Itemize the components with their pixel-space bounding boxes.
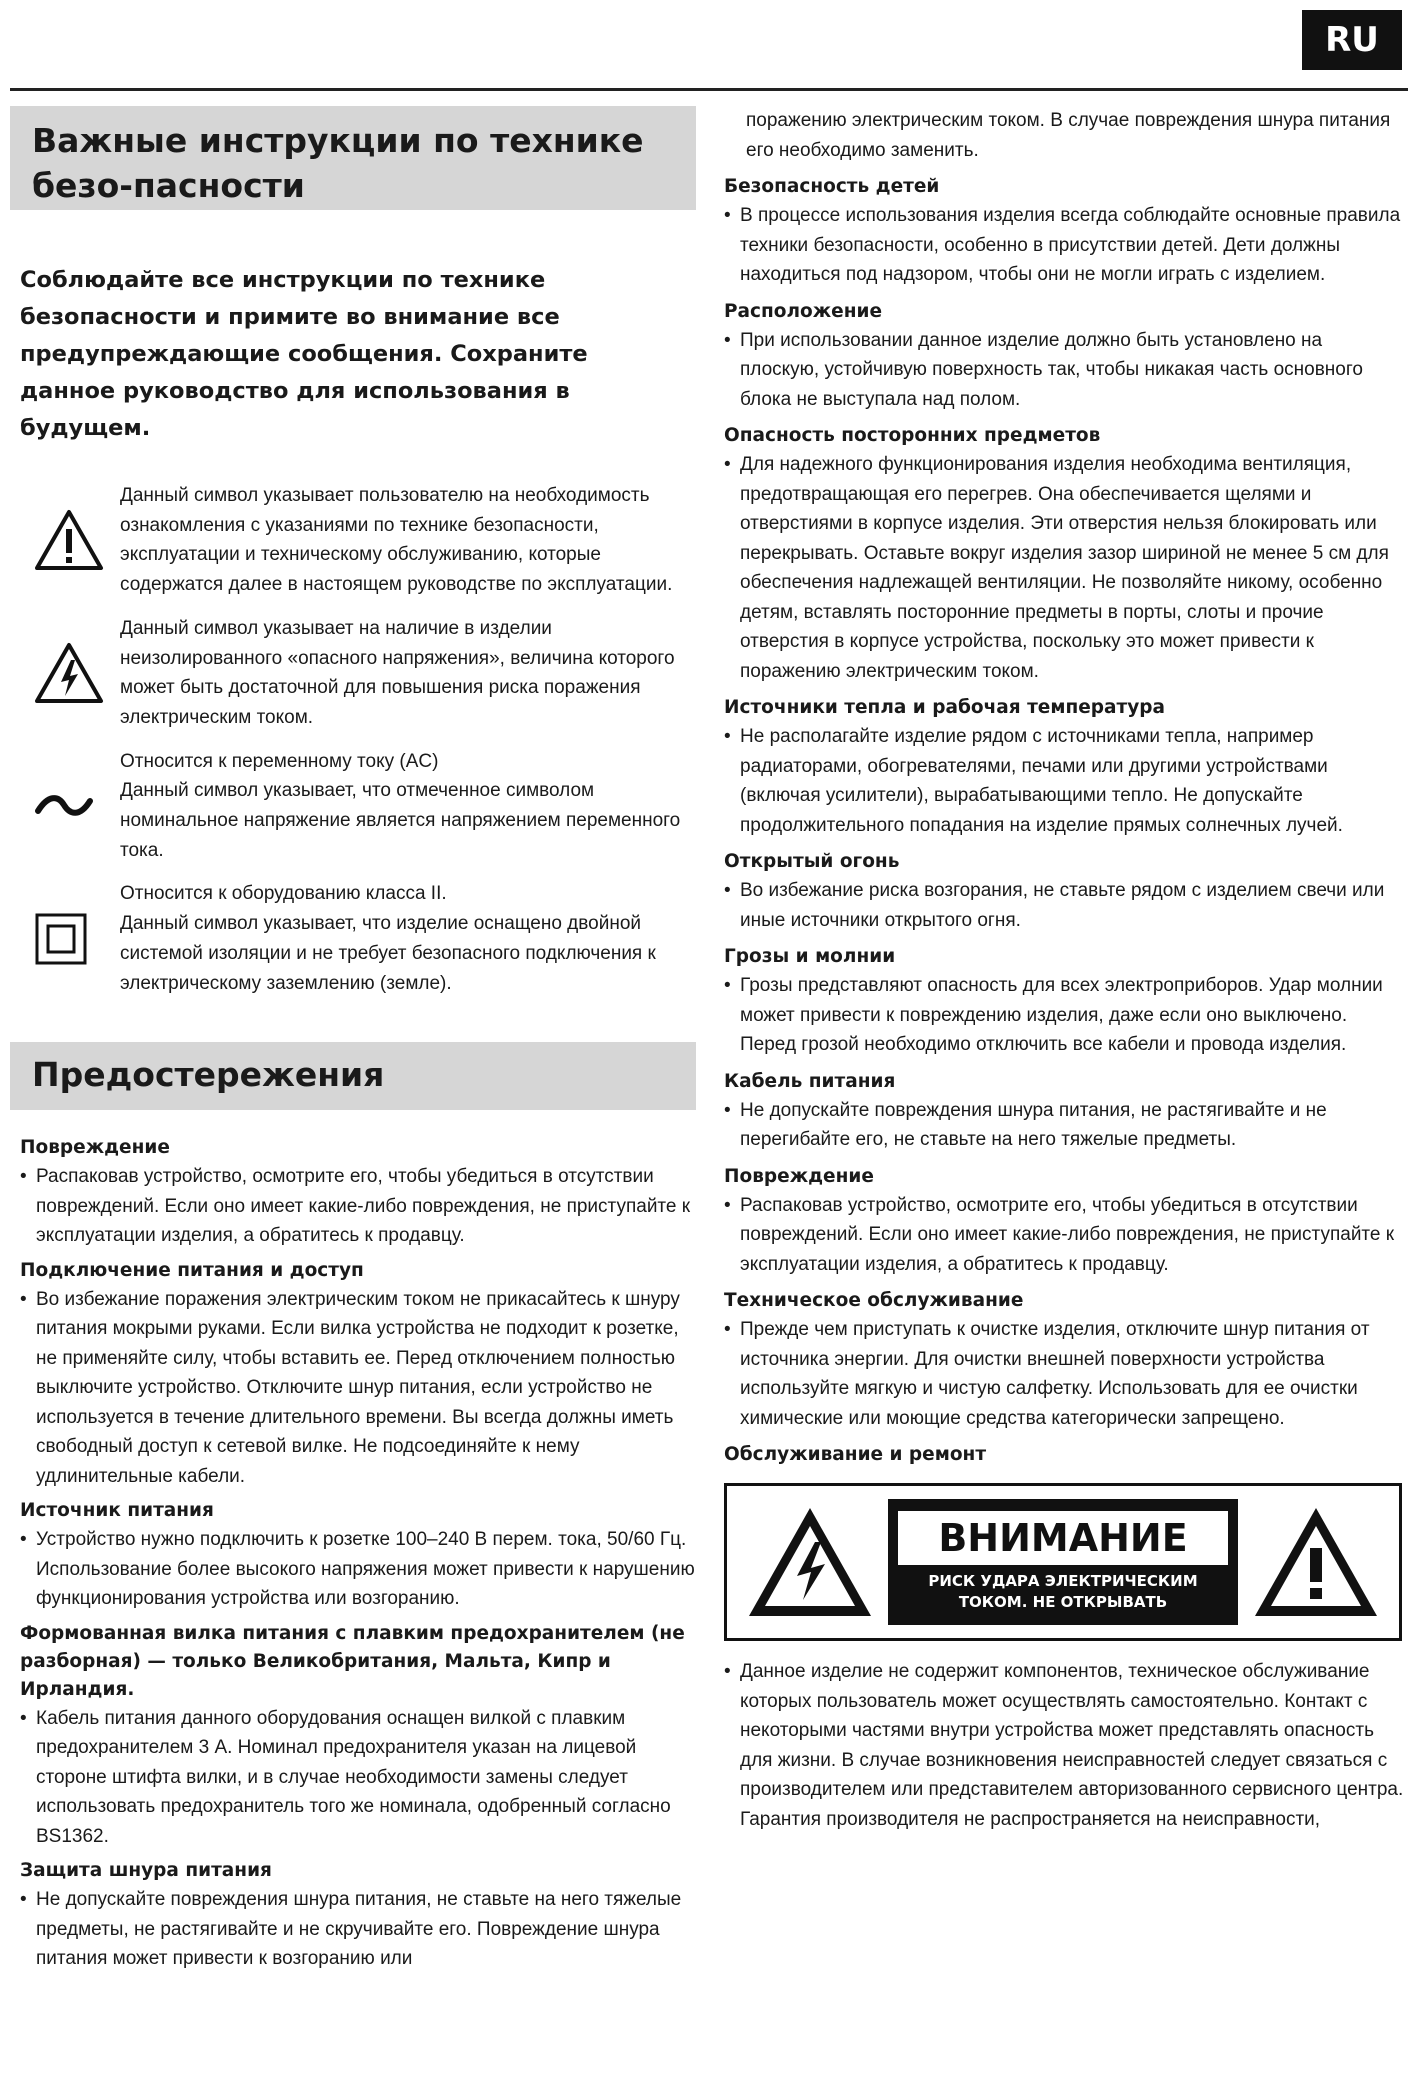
list-item: • Кабель питания данного оборудования оснащен вилкой с плавким предохранителем 3 А. Номинал предохранителя указан на лицевой стороне штифта вилки, и в случае необходимости замены следует использовать предохранитель того же номинала, одобренный согласно BS1362. bbox=[20, 1704, 696, 1852]
warning-subtitle-line2: ТОКОМ. НЕ ОТКРЫВАТЬ bbox=[958, 1593, 1168, 1611]
list-item: • Не допускайте повреждения шнура питания, не ставьте на него тяжелые предметы, не растягивайте и не скручивайте его. Повреждение шнура питания может привести к возгоранию или bbox=[20, 1885, 696, 1974]
high-voltage-icon bbox=[24, 642, 120, 704]
symbol-text-ac-line1: Относится к переменному току (AC) bbox=[120, 750, 439, 772]
list-item: • Распаковав устройство, осмотрите его, чтобы убедиться в отсутствии повреждений. Если оно имеет какие-либо повреждения, не приступайте к эксплуатации изделия, а обратитесь к продавцу. bbox=[20, 1162, 696, 1251]
subheading-fused-plug: Формованная вилка питания с плавким предохранителем (не разборная) — только Великобритания, Мальта, Кипр и Ирландия. bbox=[20, 1622, 685, 1700]
language-badge: RU bbox=[1302, 10, 1402, 70]
right-column bbox=[724, 112, 1404, 1836]
item-text-open-flame: Во избежание риска возгорания, не ставьте рядом с изделием свечи или иные источники открытого огня. bbox=[740, 880, 1385, 931]
subheading-damage-right: Повреждение bbox=[724, 1165, 874, 1187]
subheading-placement: Расположение bbox=[724, 300, 883, 322]
section-title-safety: Важные инструкции по технике безо-пасности bbox=[32, 121, 644, 205]
warning-center-panel bbox=[888, 1499, 1238, 1625]
symbol-text-voltage: Данный символ указывает на наличие в изделии неизолированного «опасного напряжения», величина которого может быть достаточной для повышения риска поражения электрическим током. bbox=[120, 617, 675, 728]
symbol-row-warning bbox=[24, 481, 696, 600]
subheading-power-cable: Кабель питания bbox=[724, 1070, 896, 1092]
item-text-foreign-objects: Для надежного функционирования изделия необходима вентиляция, предотвращающая его перегрев. Она обеспечивается щелями и отверстиями в корпусе изделия. Эти отверстия нельзя блокировать или перекрывать. Оставьте вокруг изделия зазор шириной не менее 5 см для обеспечения надлежащей вентиляции. Не позволяйте никому, особенно детям, вставлять посторонние предметы в порты, слоты и прочие отверстия в корпусе устройства, поскольку это может привести к поражению электрическим током. bbox=[740, 454, 1389, 682]
symbols-list bbox=[10, 481, 696, 998]
subheading-maintenance: Техническое обслуживание bbox=[724, 1290, 1024, 1311]
symbol-row-ac bbox=[24, 747, 696, 866]
class-ii-icon bbox=[24, 912, 120, 966]
subheading-foreign-objects: Опасность посторонних предметов bbox=[724, 425, 1101, 446]
list-item: • Данное изделие не содержит компонентов, техническое обслуживание которых пользователь может осуществлять самостоятельно. Контакт с некоторыми частями внутри устройства может представлять опасность для жизни. В случае возникновения неисправностей следует связаться с производителем или представителем авторизованного сервисного центра. Гарантия производителя не распространяется на неисправности, bbox=[724, 1657, 1404, 1834]
right-sections bbox=[724, 173, 1404, 1834]
item-text-power-source: Устройство нужно подключить к розетке 100–240 В перем. тока, 50/60 Гц. Использование более высокого напряжения может привести к нарушению функционирования устройства или возгоранию. bbox=[36, 1529, 695, 1610]
subheading-power-source: Источник питания bbox=[20, 1500, 214, 1522]
item-text-power-cable: Не допускайте повреждения шнура питания, не растягивайте и не перегибайте его, не ставьте на него тяжелые предметы. bbox=[740, 1099, 1327, 1150]
item-text-child-safety: В процессе использования изделия всегда соблюдайте основные правила техники безопасности, особенно в присутствии детей. Дети должны находиться под надзором, чтобы они не могли играть с изделием. bbox=[740, 205, 1401, 285]
subheading-heat-sources: Источники тепла и рабочая температура bbox=[724, 697, 1166, 718]
symbol-text-class2-block bbox=[120, 879, 695, 998]
warning-subtitle-line1: РИСК УДАРА ЭЛЕКТРИЧЕСКИМ bbox=[928, 1572, 1198, 1590]
left-column bbox=[10, 106, 696, 1978]
list-item: • Грозы представляют опасность для всех электроприборов. Удар молнии может привести к повреждению изделия, даже если оно выключено. Перед грозой необходимо отключить все кабели и провода изделия. bbox=[724, 971, 1404, 1060]
item-text-heat-sources: Не располагайте изделие рядом с источниками тепла, например радиаторами, обогревателями, печами или другими устройствами (включая усилители), вырабатывающими тепло. Не допускайте продолжительного попадания на изделие прямых солнечных лучей. bbox=[740, 726, 1343, 836]
warnings-list bbox=[10, 1134, 696, 1974]
list-item: • Во избежание риска возгорания, не ставьте рядом с изделием свечи или иные источники открытого огня. bbox=[724, 876, 1404, 935]
subheading-damage: Повреждение bbox=[20, 1137, 170, 1159]
symbol-text-ac-block bbox=[120, 747, 695, 866]
list-item: • В процессе использования изделия всегда соблюдайте основные правила техники безопасности, особенно в присутствии детей. Дети должны находиться под надзором, чтобы они не могли играть с изделием. bbox=[724, 201, 1404, 290]
item-text-cord-protection: Не допускайте повреждения шнура питания, не ставьте на него тяжелые предметы, не растягивайте и не скручивайте его. Повреждение шнура питания может привести к возгоранию или bbox=[36, 1889, 682, 1970]
subheading-open-flame: Открытый огонь bbox=[724, 851, 900, 872]
list-item: • Во избежание поражения электрическим током не прикасайтесь к шнуру питания мокрыми руками. Если вилка устройства не подходит к розетке, не применяйте силу, чтобы вставить ее. Перед отключением полностью выключите устройство. Отключите шнур питания, если устройство не используется в течение длительного времени. Вы всегда должны иметь свободный доступ к сетевой вилке. Не подсоединяйте к нему удлинительные кабели. bbox=[20, 1285, 696, 1492]
list-item: • Для надежного функционирования изделия необходима вентиляция, предотвращающая его перегрев. Она обеспечивается щелями и отверстиями в корпусе изделия. Эти отверстия нельзя блокировать или перекрывать. Оставьте вокруг изделия зазор шириной не менее 5 см для обеспечения надлежащей вентиляции. Не позволяйте никому, особенно детям, вставлять посторонние предметы в порты, слоты и прочие отверстия в корпусе устройства, поскольку это может привести к поражению электрическим током. bbox=[724, 450, 1404, 686]
subheading-cord-protection: Защита шнура питания bbox=[20, 1860, 272, 1882]
continued-text: поражению электрическим током. В случае повреждения шнура питания его необходимо заменить. bbox=[746, 110, 1391, 161]
item-text-service: Данное изделие не содержит компонентов, техническое обслуживание которых пользователь может осуществлять самостоятельно. Контакт с некоторыми частями внутри устройства может представлять опасность для жизни. В случае возникновения неисправностей следует связаться с производителем или представителем авторизованного сервисного центра. Гарантия производителя не распространяется на неисправности, bbox=[740, 1661, 1404, 1830]
list-item: • При использовании данное изделие должно быть установлено на плоскую, устойчивую поверхность так, чтобы никакая часть основного блока не выступала над полом. bbox=[724, 326, 1404, 415]
section-header-safety bbox=[10, 106, 696, 210]
subheading-lightning: Грозы и молнии bbox=[724, 946, 896, 967]
symbol-text-class2-line1: Относится к оборудованию класса II. bbox=[120, 883, 447, 905]
shock-warning-label bbox=[724, 1483, 1402, 1641]
list-item: • Не допускайте повреждения шнура питания, не растягивайте и не перегибайте его, не ставьте на него тяжелые предметы. bbox=[724, 1096, 1404, 1155]
warning-triangle-icon bbox=[24, 509, 120, 571]
item-text-lightning: Грозы представляют опасность для всех электроприборов. Удар молнии может привести к повреждению изделия, даже если оно выключено. Перед грозой необходимо отключить все кабели и провода изделия. bbox=[740, 975, 1383, 1055]
item-text-fused-plug: Кабель питания данного оборудования оснащен вилкой с плавким предохранителем 3 А. Номинал предохранителя указан на лицевой стороне штифта вилки, и в случае необходимости замены следует использовать предохранитель того же номинала, одобренный согласно BS1362. bbox=[36, 1707, 671, 1847]
item-text-power-access: Во избежание поражения электрическим током не прикасайтесь к шнуру питания мокрыми руками. Если вилка устройства не подходит к розетке, не применяйте силу, чтобы вставить ее. Перед отключением полностью выключите устройство. Отключите шнур питания, если устройство не используется в течение длительного времени. Вы всегда должны иметь свободный доступ к сетевой вилке. Не подсоединяйте к нему удлинительные кабели. bbox=[36, 1288, 680, 1487]
section-header-warnings bbox=[10, 1042, 696, 1110]
symbol-row-voltage bbox=[24, 614, 696, 733]
list-item: • Прежде чем приступать к очистке изделия, отключите шнур питания от источника энергии. Для очистки внешней поверхности устройства используйте мягкую и чистую салфетку. Использовать для ее очистки химические или моющие средства категорически запрещено. bbox=[724, 1315, 1404, 1433]
warning-subtitle bbox=[928, 1571, 1197, 1613]
symbol-row-class2 bbox=[24, 879, 696, 998]
header-rule bbox=[10, 88, 1408, 91]
subheading-service: Обслуживание и ремонт bbox=[724, 1444, 987, 1465]
ac-tilde-icon bbox=[24, 791, 120, 821]
item-text-placement: При использовании данное изделие должно быть установлено на плоскую, устойчивую поверхность так, чтобы никакая часть основного блока не выступала над полом. bbox=[740, 329, 1363, 410]
item-text-damage: Распаковав устройство, осмотрите его, чтобы убедиться в отсутствии повреждений. Если оно имеет какие-либо повреждения, не приступайте к эксплуатации изделия, а обратитесь к продавцу. bbox=[36, 1166, 691, 1247]
high-voltage-icon bbox=[745, 1504, 875, 1620]
symbol-text-ac: Данный символ указывает, что отмеченное символом номинальное напряжение является напряжением переменного тока. bbox=[120, 780, 681, 861]
subheading-power-access: Подключение питания и доступ bbox=[20, 1259, 364, 1281]
list-item: • Устройство нужно подключить к розетке 100–240 В перем. тока, 50/60 Гц. Использование более высокого напряжения может привести к нарушению функционирования устройства или возгоранию. bbox=[20, 1525, 696, 1614]
warning-triangle-icon bbox=[1251, 1504, 1381, 1620]
list-item: • Распаковав устройство, осмотрите его, чтобы убедиться в отсутствии повреждений. Если оно имеет какие-либо повреждения, не приступайте к эксплуатации изделия, а обратитесь к продавцу. bbox=[724, 1191, 1404, 1280]
symbol-text-warning: Данный символ указывает пользователю на необходимость ознакомления с указаниями по технике безопасности, эксплуатации и техническому обслуживанию, которые содержатся далее в настоящем руководстве по эксплуатации. bbox=[120, 485, 673, 596]
section-title-warnings: Предостережения bbox=[32, 1055, 385, 1095]
subheading-child-safety: Безопасность детей bbox=[724, 176, 940, 197]
item-text-maintenance: Прежде чем приступать к очистке изделия, отключите шнур питания от источника энергии. Для очистки внешней поверхности устройства используйте мягкую и чистую салфетку. Использовать для ее очистки химические или моющие средства категорически запрещено. bbox=[740, 1319, 1370, 1429]
list-item: • Не располагайте изделие рядом с источниками тепла, например радиаторами, обогревателями, печами или другими устройствами (включая усилители), вырабатывающими тепло. Не допускайте продолжительного попадания на изделие прямых солнечных лучей. bbox=[724, 722, 1404, 840]
warning-title: ВНИМАНИЕ bbox=[938, 1516, 1188, 1560]
symbol-text-class2: Данный символ указывает, что изделие оснащено двойной системой изоляции и не требует безопасного подключения к электрическому заземлению (земле). bbox=[120, 913, 656, 994]
item-text-damage-right: Распаковав устройство, осмотрите его, чтобы убедиться в отсутствии повреждений. Если оно имеет какие-либо повреждения, не приступайте к эксплуатации изделия, а обратитесь к продавцу. bbox=[740, 1194, 1395, 1275]
intro-text: Соблюдайте все инструкции по технике безопасности и примите во внимание все предупреждающие сообщения. Сохраните данное руководство для использования в будущем. bbox=[20, 267, 588, 441]
